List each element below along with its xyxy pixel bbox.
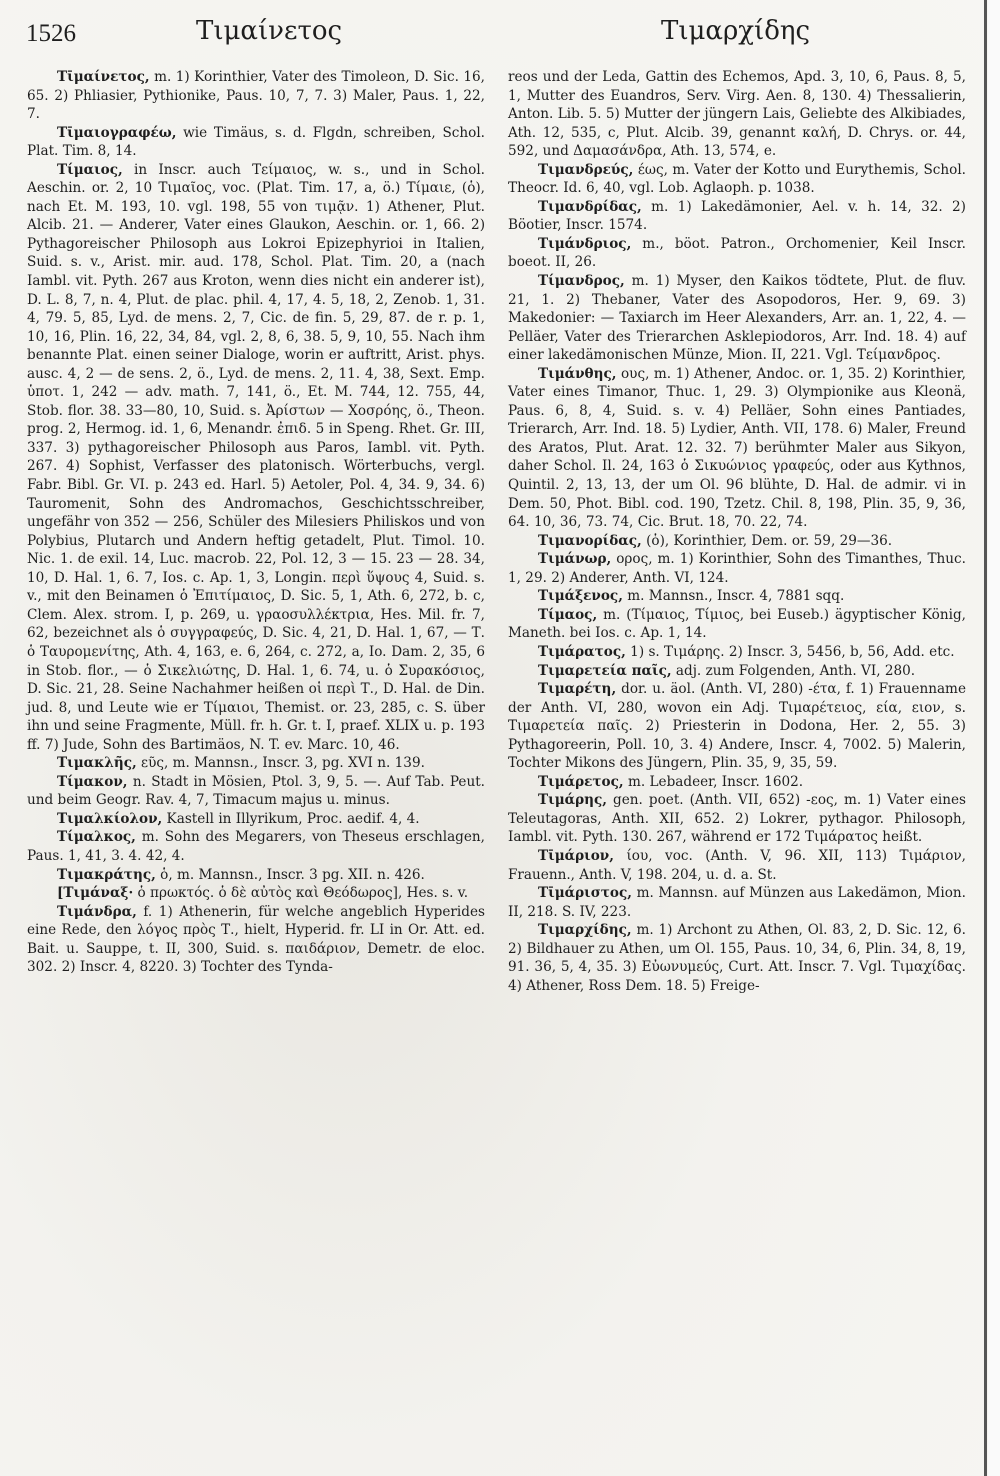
- entry-text: m. 1) Korinthier, Vater des Timoleon, D. Sic. 16, 65. 2) Phliasier, Pythionike, Paus. 10, 7, 7. 3) Maler, Paus. 1, 22, 7.: [27, 69, 485, 123]
- entry-lemma: Τίμαλκος,: [57, 829, 136, 846]
- dictionary-entry: [27, 754, 485, 773]
- entry-text: wie Timäus, s. d. Flgdn, schreiben, Schol. Plat. Tim. 8, 14.: [27, 124, 485, 160]
- dictionary-entry: [508, 235, 966, 272]
- entry-lemma: Τιμάρης,: [538, 792, 608, 809]
- entry-lemma: Τιμανορίδας,: [538, 532, 642, 549]
- entry-lemma: Τῑμάριστος,: [538, 885, 632, 902]
- dictionary-entry: [508, 773, 966, 792]
- entry-lemma: Τιμάρατος,: [538, 643, 626, 660]
- entry-text: in Inscr. auch Τείμαιος, w. s., und in Schol. Aeschin. or. 2, 10 Τιμαῖος, voc. (Plat. Tim. 17, a, ö.) Τίμαιε, (ὁ), nach Et. M. 193, 10. vgl. 198, 55 von τιμᾷν. 1) Athener, Plut. Alcib. 21. — Anderer, Vater eines Glaukon, Aeschin. or. 1, 66. 2) Pythagoreischer Philosoph aus Lokroi Epizephyrioi in Italien, Suid. s. v., Arist. mir. aud. 178, Schol. Plat. Tim. 20, a (nach Iambl. vit. Pyth. 267 aus Kroton, wenn dies nicht ein anderer ist), D. L. 8, 7, n. 4, Plut. de plac. phil. 4, 17, 4. 5, 18, 2, Zenob. 1, 31. 4, 79. 5, 85, Lyd. de mens. 2, 7, Cic. de fin. 5, 29, 87. de r. p. 1, 10, 16, Plin. 16, 22, 34, 84, vgl. 2, 8, 6, 38. 5, 9, 10, 55. Nach ihm benannte Plat. einen seiner Dialoge, worin er auftritt, Arist. phys. ausc. 4, 2 — de sens. 2, ö., Lyd. de mens. 2, 11. 4, 38, Sext. Emp. ὑποτ. 1, 242 — adv. math. 7, 141, ö., Et. M. 744, 12. 755, 44, Stob. flor. 38. 33—80, 10, Suid. s. Ἀρίστων — Χοσρόης, ö., Theon. prog. 2, Hermog. id. 1, 6, Menandr. ἐπιδ. 5 in Speng. Rhet. Gr. III, 337. 3) pythagoreischer Philosoph aus Paros, Iambl. vit. Pyth. 267. 4) Sophist, Verfasser des platonisch. Wörterbuchs, vergl. Fabr. Bibl. Gr. VI. p. 243 ed. Harl. 5) Aetoler, Pol. 4, 34. 9, 34. 6) Tauromenit, Sohn des Andromachos, Geschichtsschreiber, ungefähr von 352 — 256, Schüler des Milesiers Philiskos und von Polybius, Plutarch und Andern heftig getadelt, Plut. Timol. 10. Nic. 1. de exil. 14, Luc. macrob. 22, Pol. 12, 3 — 15. 23 — 28. 34, 10, D. Hal. 1, 6. 7, Ios. c. Ap. 1, 3, Longin. περὶ ὕψους 4, Suid. s. v., mit den Beinamen ὁ Ἐπιτίμαιος, D. Sic. 5, 1, Ath. 6, 272, b. c, Clem. Alex. strom. I, p. 269, u. γραοσυλλέκτρια, Hes. Mil. fr. 7, 62, bezeichnet als ὁ συγγραφεύς, D. Sic. 4, 21, D. Hal. 1, 67, — Τ. ὁ Ταυρομενίτης, Ath. 4, 163, e. 6, 264, c. 272, a, Io. Dam. 2, 35, 6 in Stob. flor., — ὁ Σικελιώτης, D. Hal. 1, 6. 74, u. ὁ Συρακόσιος, D. Sic. 21, 28. Seine Nachahmer heißen οἱ περὶ Τ., D. Hal. de Din. jud. 8, und Leute wie er Τίμαιοι, Themist. or. 23, 285, c. S. über ihn und seine Fragmente, Müll. fr. h. Gr. t. I, praef. XLIX u. p. 193 ff. 7) Jude, Sohn des Bartimäos, N. T. ev. Marc. 10, 46.: [27, 161, 485, 753]
- entry-text: Kastell in Illyrikum, Proc. aedif. 4, 4.: [162, 810, 420, 827]
- entry-text: (ὁ), Korinthier, Dem. or. 59, 29—36.: [641, 532, 893, 549]
- entry-lemma: Τιμάρετος,: [538, 773, 624, 790]
- entry-text: n. Stadt in Mösien, Ptol. 3, 9, 5. —. Auf Tab. Peut. und beim Geogr. Rav. 4, 7, Timacum majus u. minus.: [27, 773, 485, 809]
- entry-lemma: Τιμαρχίδης,: [538, 922, 632, 939]
- entry-text: adj. zum Folgenden, Anth. VI, 280.: [671, 662, 916, 679]
- dictionary-entry: [27, 884, 485, 903]
- dictionary-entry: [508, 643, 966, 662]
- entry-text: ὁ, m. Mannsn., Inscr. 3 pg. XII. n. 426.: [155, 866, 425, 883]
- entry-lemma: Τῑμαίνετος,: [57, 69, 150, 85]
- entry-text: m. Lebadeer, Inscr. 1602.: [623, 773, 804, 790]
- dictionary-entry: [27, 903, 485, 977]
- dictionary-entry: [508, 365, 966, 532]
- entry-lemma: Τιμάνωρ,: [538, 551, 612, 568]
- dictionary-entry: [27, 68, 485, 124]
- entry-lemma: Τιμανδρεύς,: [538, 161, 634, 178]
- dictionary-entry: [27, 161, 485, 755]
- entry-lemma: Τιμάξενος,: [538, 588, 623, 605]
- entry-lemma: Τίμαιος,: [57, 161, 123, 178]
- entry-lemma: Τῑμάριον,: [538, 847, 614, 864]
- page-header: [26, 14, 956, 54]
- dictionary-entry: [508, 662, 966, 681]
- entry-text: m. Mannsn., Inscr. 4, 7881 sqq.: [622, 588, 845, 605]
- dictionary-entry: [508, 921, 966, 995]
- entry-text: reos und der Leda, Gattin des Echemos, Apd. 3, 10, 6, Paus. 8, 5, 1, Mutter des Euandros, Serv. Virg. Aen. 8, 130. 4) Thessalierin, Anton. Lib. 5. 5) Mutter der jüngern Lais, Geliebte des Alkibiades, Ath. 12, 535, c, Plut. Alcib. 39, genannt καλή, D. Chrys. or. 44, 592, und Δαμασάνδρα, Ath. 13, 574, e.: [508, 69, 966, 160]
- entry-text: ίου, voc. (Anth. V, 96. XII, 113) Τιμάριον, Frauenn., Anth. V, 198. 204, u. d. a. St.: [508, 847, 966, 883]
- entry-lemma: Τιμακράτης,: [57, 866, 156, 883]
- page-gutter-line: [984, 0, 987, 1476]
- entry-text: f. 1) Athenerin, für welche angeblich Hyperides eine Rede, den λόγος πρὸς Τ., hielt, Hyperid. fr. LI in Or. Att. ed. Bait. u. Sauppe, t. II, 300, Suid. s. παιδάριον, Demetr. de eloc. 302. 2) Inscr. 4, 8220. 3) Tochter des Tynda-: [27, 903, 485, 976]
- entry-text: m. Mannsn. auf Münzen aus Lakedämon, Mion. II, 218. S. IV, 223.: [508, 885, 966, 920]
- entry-lemma: [Τιμάναξ·: [57, 885, 134, 902]
- dictionary-entry: [508, 161, 966, 198]
- entry-text: ὁ πρωκτός. ὁ δὲ αὐτὸς καὶ Θεόδωρος], Hes. s. v.: [133, 885, 469, 902]
- entry-lemma: Τιμαρετεία παῖς,: [538, 662, 672, 679]
- running-head-left: Τιμαίνετος: [196, 16, 343, 46]
- dictionary-entry: [508, 68, 966, 161]
- dictionary-entry: [508, 791, 966, 847]
- dictionary-entry: [508, 272, 966, 365]
- dictionary-entry: [27, 866, 485, 885]
- entry-lemma: Τιμαρέτη,: [538, 681, 617, 698]
- dictionary-entry: [27, 828, 485, 865]
- entry-text: 1) s. Τιμάρης. 2) Inscr. 3, 5456, b, 56, Add. etc.: [625, 643, 955, 660]
- dictionary-entry: [27, 773, 485, 810]
- entry-text: ους, m. 1) Athener, Andoc. or. 1, 35. 2) Korinthier, Vater eines Timanor, Thuc. 1, 29. 3) Olympionike aus Kleonä, Paus. 6, 8, 4, Suid. s. v. 4) Pelläer, Sohn eines Pantiades, Trierarch, Arr. Ind. 18. 5) Lydier, Anth. VII, 178. 6) Maler, Freund des Aratos, Plut. Arat. 12. 32. 7) berühmter Maler aus Sikyon, daher Schol. Il. 24, 163 ὁ Σικυώνιος γραφεύς, oder aus Kythnos, Quintil. 2, 13, 13, der um Ol. 96 blühte, D. Hal. de admir. vi in Dem. 50, Phot. Bibl. cod. 190, Tzetz. Chil. 8, 198, Plin. 35, 9, 36, 64. 10, 36, 73. 74, Cic. Brut. 18, 70. 22, 74.: [508, 365, 966, 531]
- dictionary-entry: [27, 124, 485, 161]
- entry-text: m. 1) Myser, den Kaikos tödtete, Plut. de fluv. 21, 1. 2) Thebaner, Vater des Asopodoros, Her. 9, 69. 3) Makedonier: — Taxiarch im Heer Alexanders, Arr. an. 1, 22, 4. — Pelläer, Vater des Trierarchen Asklepiodoros, Arr. Ind. 18. 4) auf einer lakedämonischen Münze, Mion. II, 221. Vgl. Τείμανδρος.: [508, 273, 966, 364]
- entry-text: gen. poet. (Anth. VII, 652) -εος, m. 1) Vater eines Teleutagoras, Anth. XII, 652. 2) Lokrer, pythagor. Philosoph, Iambl. vit. Pyth. 130. 267, während er 172 Τιμάρατος heißt.: [508, 792, 966, 846]
- dictionary-entry: [508, 847, 966, 884]
- entry-text: m. Sohn des Megarers, von Theseus erschlagen, Paus. 1, 41, 3. 4. 42, 4.: [27, 829, 485, 864]
- dictionary-entry: [27, 810, 485, 829]
- dictionary-entry: [508, 550, 966, 587]
- entry-text: εῦς, m. Mannsn., Inscr. 3, pg. XVI n. 139.: [136, 755, 425, 772]
- right-column: [508, 68, 966, 995]
- entry-text: m. (Τίμαιος, Τίμιος, bei Euseb.) ägyptischer König, Maneth. bei Ios. c. Ap. 1, 14.: [508, 606, 966, 642]
- entry-text: dor. u. äol. (Anth. VI, 280) -έτα, f. 1) Frauenname der Anth. VI, 280, wovon ein Adj. Τιμαρέτειος, εία, ειον, s. Τιμαρετεία παῖς. 2) Priesterin in Dodona, Her. 2, 55. 3) Pythagoreerin, Poll. 10, 3. 4) Andere, Inscr. 4, 7002. 5) Malerin, Tochter Mikons des Jüngern, Plin. 35, 9, 35, 59.: [508, 681, 966, 772]
- dictionary-entry: [508, 884, 966, 921]
- entry-lemma: Τιμανδρίδας,: [538, 198, 642, 215]
- entry-text: m., böot. Patron., Orchomenier, Keil Inscr. boeot. II, 26.: [508, 235, 966, 271]
- dictionary-entry: [508, 587, 966, 606]
- entry-text: έως, m. Vater der Kotto und Eurythemis, Schol. Theocr. Id. 6, 40, vgl. Lob. Aglaoph. p. 1038.: [508, 161, 966, 197]
- entry-lemma: Τιμάνδριος,: [538, 235, 632, 252]
- running-head-right: Τιμαρχίδης: [661, 16, 811, 46]
- dictionary-entry: [508, 606, 966, 643]
- entry-lemma: Τίμαος,: [538, 606, 598, 623]
- entry-text: m. 1) Archont zu Athen, Ol. 83, 2, D. Sic. 12, 6. 2) Bildhauer zu Athen, um Ol. 155, Paus. 10, 34, 6, Plin. 34, 8, 19, 91. 36, 5, 4, 35. 3) Εὐωνυμεύς, Curt. Att. Inscr. 7. Vgl. Τιμαχίδας. 4) Athener, Ross Dem. 18. 5) Freige-: [508, 922, 966, 994]
- left-column: [27, 68, 485, 977]
- entry-lemma: Τιμαλκίολον,: [57, 810, 163, 827]
- page-number: 1526: [26, 20, 76, 47]
- entry-lemma: Τιμάνθης,: [538, 365, 617, 382]
- entry-lemma: Τίμανδρος,: [538, 273, 625, 290]
- entry-lemma: Τῑμαιογραφέω,: [57, 124, 177, 141]
- dictionary-entry: [508, 680, 966, 773]
- dictionary-entry: [508, 198, 966, 235]
- entry-lemma: Τίμακον,: [57, 773, 128, 790]
- entry-lemma: Τιμακλῆς,: [57, 755, 137, 772]
- dictionary-entry: [508, 532, 966, 551]
- entry-text: ορος, m. 1) Korinthier, Sohn des Timanthes, Thuc. 1, 29. 2) Anderer, Anth. VI, 124.: [508, 551, 966, 586]
- entry-lemma: Τιμάνδρα,: [57, 903, 137, 920]
- page-edge: [988, 0, 1000, 1476]
- entry-text: m. 1) Lakedämonier, Ael. v. h. 14, 32. 2) Böotier, Inscr. 1574.: [508, 198, 966, 234]
